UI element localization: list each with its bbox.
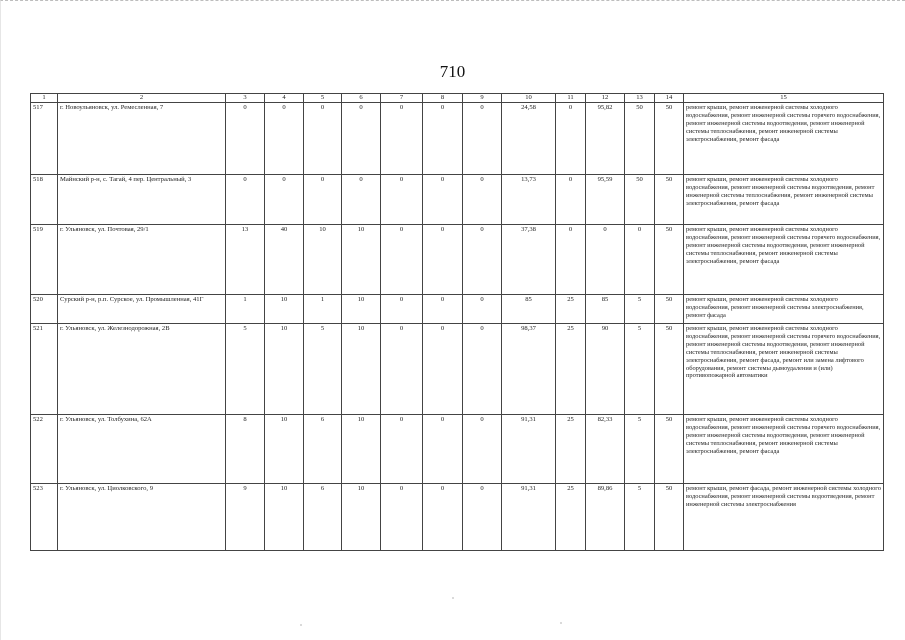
value-cell: 1 — [304, 295, 342, 324]
table-row — [31, 324, 884, 415]
value-cell: 0 — [556, 175, 586, 225]
works-description: ремонт крыши, ремонт инженерной системы холодного водоснабжения, ремонт инженерной системы горячего водоснабжения, ремонт инженерной системы водоотведения, ремонт инженерной системы теплоснабжения, ремонт инженерной системы электроснабжения, ремонт фасада — [684, 103, 884, 175]
scan-speck — [560, 622, 562, 624]
table-row — [31, 295, 884, 324]
value-cell: 5 — [304, 324, 342, 415]
value-cell: 13,73 — [502, 175, 556, 225]
value-cell: 25 — [556, 324, 586, 415]
works-description: ремонт крыши, ремонт инженерной системы холодного водоснабжения, ремонт инженерной системы горячего водоснабжения, ремонт инженерной системы водоотведения, ремонт инженерной системы теплоснабжения, ремонт инженерной системы электроснабжения, ремонт фасада — [684, 225, 884, 295]
value-cell: 85 — [502, 295, 556, 324]
address-cell: г. Ульяновск, ул. Циолковского, 9 — [58, 484, 226, 551]
column-header: 1 — [31, 94, 58, 103]
value-cell: 25 — [556, 415, 586, 484]
works-description: ремонт крыши, ремонт инженерной системы холодного водоснабжения, ремонт инженерной системы горячего водоснабжения, ремонт инженерной системы водоотведения, ремонт инженерной системы теплоснабжения, ремонт инженерной системы электроснабжения, ремонт фасада, ремонт или замена лифтового оборудования, ремонт системы дымоудаления и (или) противопожарной автоматики — [684, 324, 884, 415]
value-cell: 8 — [226, 415, 265, 484]
value-cell: 40 — [265, 225, 304, 295]
value-cell: 50 — [655, 295, 684, 324]
column-header: 14 — [655, 94, 684, 103]
value-cell: 0 — [381, 175, 423, 225]
works-description: ремонт крыши, ремонт инженерной системы холодного водоснабжения, ремонт инженерной системы электроснабжения, ремонт фасада — [684, 295, 884, 324]
page-number: 710 — [439, 62, 466, 81]
table-row — [31, 175, 884, 225]
value-cell: 82,33 — [586, 415, 625, 484]
value-cell: 0 — [556, 225, 586, 295]
value-cell: 0 — [381, 324, 423, 415]
value-cell: 10 — [265, 484, 304, 551]
value-cell: 0 — [463, 295, 502, 324]
value-cell: 1 — [226, 295, 265, 324]
value-cell: 0 — [463, 484, 502, 551]
value-cell: 89,86 — [586, 484, 625, 551]
address-cell: г. Новоульяновск, ул. Ремесленная, 7 — [58, 103, 226, 175]
works-description: ремонт крыши, ремонт инженерной системы холодного водоснабжения, ремонт инженерной системы горячего водоснабжения, ремонт инженерной системы водоотведения, ремонт инженерной системы теплоснабжения, ремонт инженерной системы электроснабжения, ремонт фасада — [684, 415, 884, 484]
scan-speck — [300, 624, 302, 626]
value-cell: 85 — [586, 295, 625, 324]
value-cell: 5 — [226, 324, 265, 415]
value-cell: 95,82 — [586, 103, 625, 175]
value-cell: 0 — [381, 415, 423, 484]
value-cell: 0 — [381, 295, 423, 324]
value-cell: 0 — [381, 103, 423, 175]
scan-speck — [452, 597, 454, 599]
value-cell: 5 — [625, 415, 655, 484]
value-cell: 0 — [463, 175, 502, 225]
value-cell: 10 — [342, 324, 381, 415]
value-cell: 10 — [265, 324, 304, 415]
value-cell: 0 — [423, 415, 463, 484]
value-cell: 91,31 — [502, 484, 556, 551]
row-number: 518 — [31, 175, 58, 225]
value-cell: 98,37 — [502, 324, 556, 415]
row-number: 517 — [31, 103, 58, 175]
value-cell: 0 — [423, 175, 463, 225]
address-cell: Майнский р-н, с. Тагай, 4 пер. Центральный, 3 — [58, 175, 226, 225]
value-cell: 9 — [226, 484, 265, 551]
value-cell: 25 — [556, 484, 586, 551]
value-cell: 0 — [423, 103, 463, 175]
value-cell: 0 — [304, 103, 342, 175]
value-cell: 0 — [463, 415, 502, 484]
value-cell: 13 — [226, 225, 265, 295]
value-cell: 50 — [655, 324, 684, 415]
value-cell: 0 — [423, 225, 463, 295]
value-cell: 50 — [625, 175, 655, 225]
value-cell: 5 — [625, 484, 655, 551]
value-cell: 0 — [304, 175, 342, 225]
value-cell: 0 — [556, 103, 586, 175]
value-cell: 0 — [226, 103, 265, 175]
value-cell: 10 — [342, 484, 381, 551]
value-cell: 0 — [463, 103, 502, 175]
value-cell: 0 — [586, 225, 625, 295]
column-header: 5 — [304, 94, 342, 103]
value-cell: 0 — [423, 324, 463, 415]
column-header: 15 — [684, 94, 884, 103]
value-cell: 10 — [265, 295, 304, 324]
table-row — [31, 225, 884, 295]
header-row — [31, 94, 884, 103]
repair-schedule-table — [30, 93, 884, 551]
value-cell: 0 — [342, 103, 381, 175]
value-cell: 50 — [655, 225, 684, 295]
table-row — [31, 484, 884, 551]
value-cell: 0 — [265, 103, 304, 175]
value-cell: 50 — [625, 103, 655, 175]
value-cell: 5 — [625, 295, 655, 324]
column-header: 13 — [625, 94, 655, 103]
value-cell: 90 — [586, 324, 625, 415]
address-cell: г. Ульяновск, ул. Железнодорожная, 2В — [58, 324, 226, 415]
column-header: 7 — [381, 94, 423, 103]
works-description: ремонт крыши, ремонт фасада, ремонт инженерной системы холодного водоснабжения, ремонт инженерной системы водоотведения, ремонт инженерной системы электроснабжения — [684, 484, 884, 551]
value-cell: 0 — [342, 175, 381, 225]
value-cell: 24,58 — [502, 103, 556, 175]
column-header: 3 — [226, 94, 265, 103]
value-cell: 50 — [655, 175, 684, 225]
value-cell: 0 — [463, 225, 502, 295]
value-cell: 50 — [655, 103, 684, 175]
value-cell: 0 — [226, 175, 265, 225]
value-cell: 10 — [342, 415, 381, 484]
row-number: 521 — [31, 324, 58, 415]
address-cell: г. Ульяновск, ул. Почтовая, 29/1 — [58, 225, 226, 295]
row-number: 522 — [31, 415, 58, 484]
value-cell: 10 — [265, 415, 304, 484]
value-cell: 50 — [655, 415, 684, 484]
value-cell: 50 — [655, 484, 684, 551]
value-cell: 91,31 — [502, 415, 556, 484]
column-header: 10 — [502, 94, 556, 103]
works-description: ремонт крыши, ремонт инженерной системы холодного водоснабжения, ремонт инженерной системы водоотведения, ремонт инженерной системы теплоснабжения, ремонт инженерной системы электроснабжения, ремонт фасада — [684, 175, 884, 225]
row-number: 523 — [31, 484, 58, 551]
value-cell: 10 — [342, 295, 381, 324]
column-header: 9 — [463, 94, 502, 103]
column-header: 8 — [423, 94, 463, 103]
value-cell: 25 — [556, 295, 586, 324]
value-cell: 10 — [342, 225, 381, 295]
value-cell: 95,59 — [586, 175, 625, 225]
value-cell: 0 — [463, 324, 502, 415]
address-cell: г. Ульяновск, ул. Толбухина, 62А — [58, 415, 226, 484]
value-cell: 37,38 — [502, 225, 556, 295]
row-number: 520 — [31, 295, 58, 324]
value-cell: 0 — [381, 225, 423, 295]
value-cell: 0 — [265, 175, 304, 225]
table-row — [31, 415, 884, 484]
value-cell: 0 — [625, 225, 655, 295]
value-cell: 6 — [304, 415, 342, 484]
column-header: 6 — [342, 94, 381, 103]
column-header: 2 — [58, 94, 226, 103]
column-header: 4 — [265, 94, 304, 103]
column-header: 12 — [586, 94, 625, 103]
value-cell: 10 — [304, 225, 342, 295]
address-cell: Сурский р-н, р.п. Сурское, ул. Промышленная, 41Г — [58, 295, 226, 324]
value-cell: 0 — [423, 484, 463, 551]
column-header: 11 — [556, 94, 586, 103]
value-cell: 6 — [304, 484, 342, 551]
value-cell: 5 — [625, 324, 655, 415]
value-cell: 0 — [423, 295, 463, 324]
table-row — [31, 103, 884, 175]
value-cell: 0 — [381, 484, 423, 551]
row-number: 519 — [31, 225, 58, 295]
